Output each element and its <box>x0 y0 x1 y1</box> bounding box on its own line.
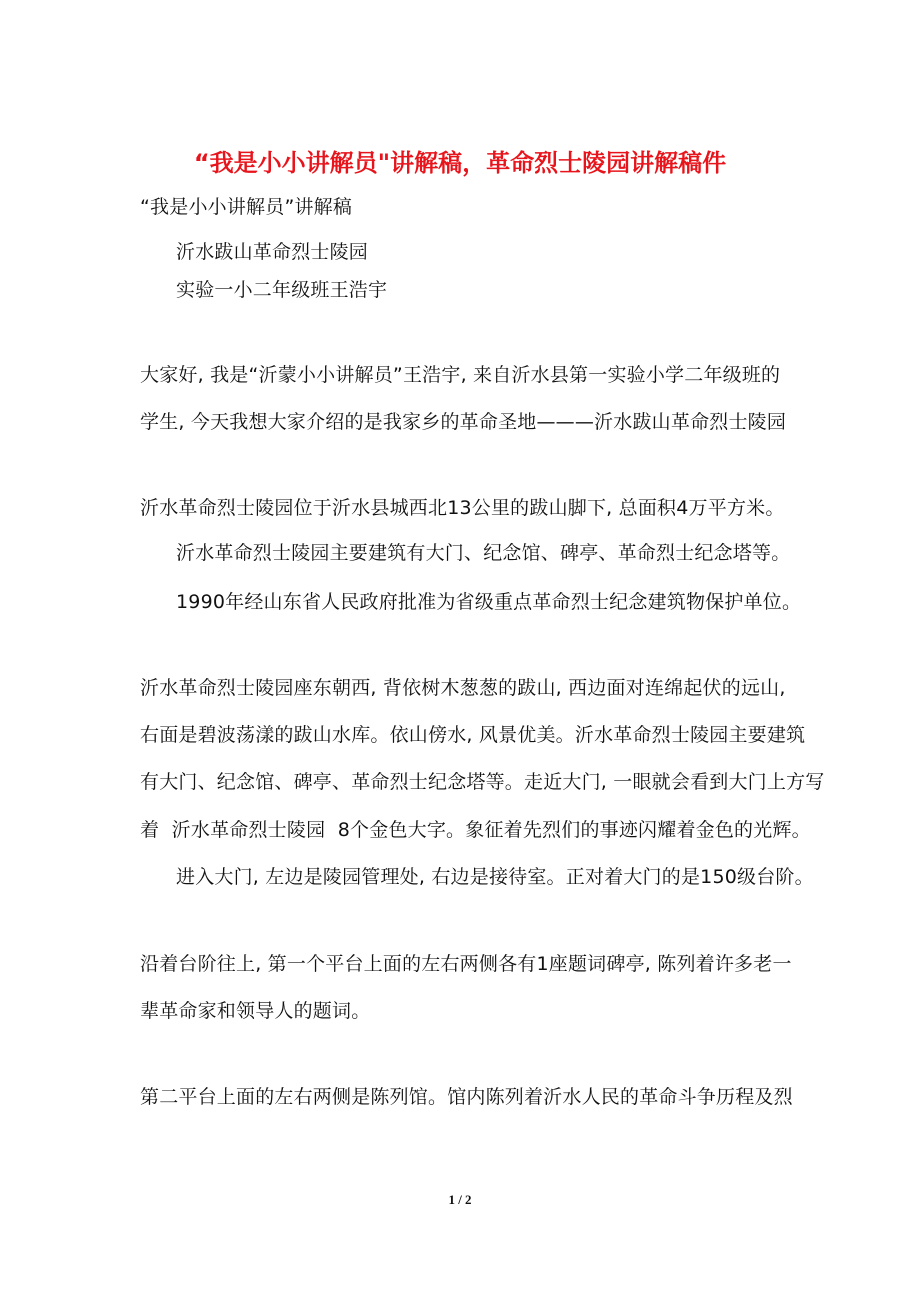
page-number: 1 / 2 <box>448 1192 472 1207</box>
subtitle: “我是小小讲解员”讲解稿 <box>140 196 353 218</box>
paragraph-line: 1990年经山东省人民政府批准为省级重点革命烈士纪念建筑物保护单位。 <box>176 591 802 613</box>
paragraph-line: 有大门、纪念馆、碑亭、革命烈士纪念塔等。走近大门, 一眼就会看到大门上方写 <box>140 771 825 793</box>
paragraph-line: 学生, 今天我想大家介绍的是我家乡的革命圣地———沂水跋山革命烈士陵园 <box>140 411 787 433</box>
paragraph-line: 沂水革命烈士陵园位于沂水县城西北13公里的跋山脚下, 总面积4万平方米。 <box>140 497 785 519</box>
paragraph-line: 右面是碧波荡漾的跋山水库。依山傍水, 风景优美。沂水革命烈士陵园主要建筑 <box>140 724 806 746</box>
place-name: 沂水跋山革命烈士陵园 <box>176 241 369 263</box>
paragraph-line: 沂水革命烈士陵园座东朝西, 背依树木葱葱的跋山, 西边面对连绵起伏的远山, <box>140 677 786 699</box>
document-title: “我是小小讲解员"讲解稿，革命烈士陵园讲解稿件 <box>193 149 727 177</box>
paragraph-line: 第二平台上面的左右两侧是陈列馆。馆内陈列着沂水人民的革命斗争历程及烈 <box>140 1086 793 1108</box>
paragraph-line: 大家好, 我是“沂蒙小小讲解员”王浩宇, 来自沂水县第一实验小学二年级班的 <box>140 364 781 386</box>
paragraph-line: 辈革命家和领导人的题词。 <box>140 1000 371 1022</box>
paragraph-line: 进入大门, 左边是陵园管理处, 右边是接待室。正对着大门的是150级台阶。 <box>176 866 814 888</box>
paragraph-line: 沂水革命烈士陵园主要建筑有大门、纪念馆、碑亭、革命烈士纪念塔等。 <box>176 542 791 564</box>
paragraph-line: 着 沂水革命烈士陵园 8个金色大字。象征着先烈们的事迹闪耀着金色的光辉。 <box>140 819 811 841</box>
paragraph-line: 沿着台阶往上, 第一个平台上面的左右两侧各有1座题词碑亭, 陈列着许多老一 <box>140 953 792 975</box>
author-line: 实验一小二年级班王浩宇 <box>176 279 388 301</box>
